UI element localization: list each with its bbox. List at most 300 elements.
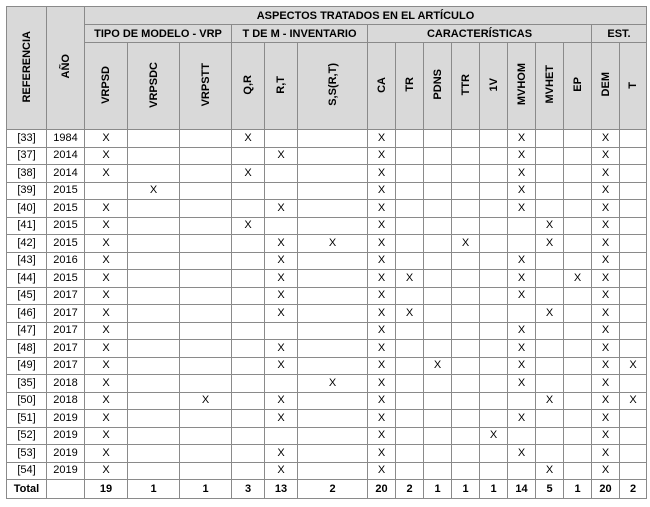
cell-mark: X <box>85 305 128 323</box>
cell-mark <box>128 392 180 410</box>
cell-mark <box>536 427 564 445</box>
table-row <box>7 235 647 253</box>
cell-mark <box>424 427 452 445</box>
cell-mark <box>180 235 232 253</box>
cell-mark <box>128 200 180 218</box>
cell-mark: X <box>452 235 480 253</box>
cell-mark <box>564 340 592 358</box>
cell-reference: [48] <box>7 340 47 358</box>
cell-mark <box>452 217 480 235</box>
cell-mark: X <box>85 147 128 165</box>
cell-mark: X <box>85 130 128 148</box>
cell-mark <box>536 200 564 218</box>
cell-mark: X <box>564 270 592 288</box>
cell-reference: [44] <box>7 270 47 288</box>
cell-mark <box>536 182 564 200</box>
cell-mark: X <box>508 322 536 340</box>
cell-mark <box>265 165 298 183</box>
cell-mark <box>620 147 647 165</box>
cell-mark: X <box>592 375 620 393</box>
cell-mark <box>180 165 232 183</box>
total-value: 1 <box>452 480 480 499</box>
cell-mark <box>424 340 452 358</box>
cell-mark <box>480 357 508 375</box>
cell-mark <box>180 375 232 393</box>
cell-mark: X <box>368 217 396 235</box>
cell-mark: X <box>298 375 368 393</box>
cell-mark: X <box>85 165 128 183</box>
cell-year: 2017 <box>47 305 85 323</box>
cell-mark <box>298 462 368 480</box>
cell-reference: [37] <box>7 147 47 165</box>
cell-mark <box>536 322 564 340</box>
cell-mark <box>452 392 480 410</box>
col-t: T <box>620 43 647 130</box>
cell-mark <box>396 130 424 148</box>
cell-reference: [49] <box>7 357 47 375</box>
cell-mark <box>452 375 480 393</box>
cell-mark <box>128 357 180 375</box>
cell-mark <box>232 427 265 445</box>
col-ttr: TTR <box>452 43 480 130</box>
cell-mark <box>452 252 480 270</box>
cell-mark <box>128 165 180 183</box>
cell-mark: X <box>265 357 298 375</box>
table-row <box>7 427 647 445</box>
cell-mark: X <box>298 235 368 253</box>
table-row <box>7 287 647 305</box>
cell-mark: X <box>508 410 536 428</box>
cell-mark <box>298 357 368 375</box>
cell-mark <box>232 287 265 305</box>
cell-mark <box>298 305 368 323</box>
cell-mark <box>480 392 508 410</box>
total-value: 2 <box>620 480 647 499</box>
cell-mark <box>424 287 452 305</box>
review-table <box>6 6 647 499</box>
cell-mark: X <box>592 340 620 358</box>
cell-mark <box>298 445 368 463</box>
total-value: 1 <box>128 480 180 499</box>
cell-mark <box>564 322 592 340</box>
cell-mark <box>396 392 424 410</box>
table-body <box>7 130 647 480</box>
cell-mark <box>396 445 424 463</box>
cell-year: 2017 <box>47 357 85 375</box>
cell-mark: X <box>368 462 396 480</box>
cell-mark <box>424 392 452 410</box>
cell-mark <box>180 322 232 340</box>
cell-mark <box>298 200 368 218</box>
total-value: 1 <box>564 480 592 499</box>
cell-year: 2018 <box>47 375 85 393</box>
cell-reference: [43] <box>7 252 47 270</box>
cell-mark <box>620 287 647 305</box>
cell-mark <box>298 287 368 305</box>
header-aspectos: ASPECTOS TRATADOS EN EL ARTÍCULO <box>85 7 647 25</box>
cell-mark <box>128 147 180 165</box>
cell-mark <box>536 340 564 358</box>
col-mvhet: MVHET <box>536 43 564 130</box>
cell-mark <box>508 235 536 253</box>
cell-mark <box>128 270 180 288</box>
cell-mark <box>620 305 647 323</box>
cell-mark: X <box>592 462 620 480</box>
cell-mark <box>424 217 452 235</box>
cell-mark <box>85 182 128 200</box>
cell-mark <box>396 147 424 165</box>
cell-mark <box>128 462 180 480</box>
table-row <box>7 252 647 270</box>
cell-mark: X <box>265 340 298 358</box>
cell-mark <box>424 165 452 183</box>
cell-mark: X <box>508 130 536 148</box>
cell-mark <box>232 235 265 253</box>
cell-mark <box>396 322 424 340</box>
table-row <box>7 462 647 480</box>
cell-mark <box>452 270 480 288</box>
table-row <box>7 165 647 183</box>
cell-mark: X <box>396 305 424 323</box>
cell-mark <box>536 147 564 165</box>
group-tipo-modelo: TIPO DE MODELO - VRP <box>85 25 232 43</box>
cell-mark <box>265 427 298 445</box>
cell-mark <box>298 322 368 340</box>
cell-reference: [39] <box>7 182 47 200</box>
cell-mark <box>452 182 480 200</box>
cell-mark: X <box>85 357 128 375</box>
cell-mark <box>396 252 424 270</box>
col-dem: DEM <box>592 43 620 130</box>
total-value: 19 <box>85 480 128 499</box>
cell-mark: X <box>508 357 536 375</box>
cell-mark <box>265 182 298 200</box>
cell-mark <box>396 235 424 253</box>
cell-mark <box>180 252 232 270</box>
cell-mark <box>536 445 564 463</box>
cell-mark: X <box>368 200 396 218</box>
table-row <box>7 340 647 358</box>
cell-mark <box>180 217 232 235</box>
cell-mark <box>620 410 647 428</box>
cell-mark <box>452 305 480 323</box>
cell-year: 2016 <box>47 252 85 270</box>
cell-mark <box>536 252 564 270</box>
cell-mark <box>232 270 265 288</box>
cell-mark: X <box>592 305 620 323</box>
cell-mark: X <box>368 305 396 323</box>
col-vrpstt: VRPSTT <box>180 43 232 130</box>
cell-year: 2014 <box>47 147 85 165</box>
col-1v: 1V <box>480 43 508 130</box>
cell-mark <box>620 462 647 480</box>
cell-mark <box>620 427 647 445</box>
cell-mark <box>396 357 424 375</box>
cell-mark <box>424 462 452 480</box>
table-row <box>7 445 647 463</box>
group-caracteristicas: CARACTERÍSTICAS <box>368 25 592 43</box>
cell-mark <box>298 130 368 148</box>
cell-mark: X <box>85 287 128 305</box>
cell-mark: X <box>85 322 128 340</box>
cell-mark <box>564 147 592 165</box>
cell-mark: X <box>508 270 536 288</box>
cell-mark <box>564 217 592 235</box>
cell-mark: X <box>265 270 298 288</box>
cell-reference: [38] <box>7 165 47 183</box>
cell-mark <box>508 305 536 323</box>
cell-mark <box>564 375 592 393</box>
header-referencia: REFERENCIA <box>7 7 47 130</box>
cell-mark <box>508 392 536 410</box>
total-value: 13 <box>265 480 298 499</box>
cell-mark: X <box>265 392 298 410</box>
cell-mark <box>536 130 564 148</box>
cell-mark: X <box>424 357 452 375</box>
cell-year: 2017 <box>47 322 85 340</box>
cell-mark <box>265 130 298 148</box>
cell-mark: X <box>592 410 620 428</box>
cell-mark <box>564 235 592 253</box>
cell-mark <box>128 375 180 393</box>
cell-mark: X <box>508 165 536 183</box>
cell-mark <box>480 182 508 200</box>
cell-mark <box>424 182 452 200</box>
cell-mark: X <box>508 252 536 270</box>
cell-mark: X <box>592 445 620 463</box>
cell-mark: X <box>368 130 396 148</box>
cell-mark <box>232 147 265 165</box>
cell-mark <box>480 270 508 288</box>
cell-mark: X <box>592 287 620 305</box>
total-row <box>7 480 647 499</box>
cell-mark <box>536 410 564 428</box>
cell-mark <box>265 375 298 393</box>
cell-mark <box>298 252 368 270</box>
table-row <box>7 410 647 428</box>
cell-mark <box>480 340 508 358</box>
cell-mark <box>620 200 647 218</box>
cell-mark: X <box>480 427 508 445</box>
cell-mark: X <box>368 322 396 340</box>
cell-mark <box>564 427 592 445</box>
cell-mark <box>564 165 592 183</box>
cell-mark: X <box>368 252 396 270</box>
cell-mark: X <box>85 445 128 463</box>
cell-mark <box>128 287 180 305</box>
cell-mark <box>620 235 647 253</box>
cell-mark <box>620 445 647 463</box>
cell-mark <box>265 217 298 235</box>
cell-mark <box>298 217 368 235</box>
cell-mark <box>620 217 647 235</box>
cell-mark <box>396 287 424 305</box>
cell-mark <box>396 182 424 200</box>
cell-year: 2019 <box>47 445 85 463</box>
cell-mark <box>480 147 508 165</box>
cell-mark: X <box>85 270 128 288</box>
cell-mark: X <box>368 445 396 463</box>
cell-mark <box>232 392 265 410</box>
table-row <box>7 200 647 218</box>
col-vrpsd: VRPSD <box>85 43 128 130</box>
cell-mark: X <box>592 200 620 218</box>
cell-mark: X <box>592 235 620 253</box>
cell-mark <box>396 462 424 480</box>
col-ssrt: S,S(R,T) <box>298 43 368 130</box>
cell-mark <box>536 287 564 305</box>
cell-mark <box>232 357 265 375</box>
total-value: 20 <box>368 480 396 499</box>
cell-mark <box>232 182 265 200</box>
table-row <box>7 357 647 375</box>
cell-mark <box>424 252 452 270</box>
cell-mark: X <box>232 165 265 183</box>
cell-mark <box>564 462 592 480</box>
cell-mark <box>452 427 480 445</box>
cell-mark: X <box>368 375 396 393</box>
cell-year: 2017 <box>47 340 85 358</box>
group-est: EST. <box>592 25 647 43</box>
col-ep: EP <box>564 43 592 130</box>
cell-mark: X <box>536 392 564 410</box>
cell-mark: X <box>180 392 232 410</box>
cell-mark: X <box>368 357 396 375</box>
cell-mark: X <box>368 287 396 305</box>
cell-mark <box>232 410 265 428</box>
cell-mark <box>424 322 452 340</box>
cell-mark: X <box>508 375 536 393</box>
cell-mark <box>298 410 368 428</box>
cell-mark: X <box>620 357 647 375</box>
cell-year: 2019 <box>47 462 85 480</box>
cell-mark <box>128 130 180 148</box>
cell-mark <box>298 165 368 183</box>
col-pdns: PDNS <box>424 43 452 130</box>
cell-mark <box>564 200 592 218</box>
col-mvhom: MVHOM <box>508 43 536 130</box>
cell-mark <box>232 340 265 358</box>
cell-mark <box>424 270 452 288</box>
cell-mark <box>232 375 265 393</box>
cell-mark <box>265 322 298 340</box>
cell-mark <box>480 165 508 183</box>
cell-mark <box>180 462 232 480</box>
cell-mark <box>564 392 592 410</box>
cell-mark <box>620 322 647 340</box>
cell-mark <box>564 410 592 428</box>
cell-mark: X <box>265 305 298 323</box>
col-vrpsdc: VRPSDC <box>128 43 180 130</box>
cell-mark <box>424 235 452 253</box>
cell-mark: X <box>592 357 620 375</box>
cell-mark <box>128 235 180 253</box>
cell-mark: X <box>508 445 536 463</box>
cell-mark: X <box>265 410 298 428</box>
cell-mark <box>536 165 564 183</box>
cell-mark <box>452 322 480 340</box>
cell-year: 2015 <box>47 235 85 253</box>
cell-mark: X <box>232 217 265 235</box>
cell-mark <box>424 200 452 218</box>
cell-mark: X <box>232 130 265 148</box>
cell-mark <box>480 252 508 270</box>
cell-mark <box>480 235 508 253</box>
cell-mark <box>508 217 536 235</box>
cell-mark <box>564 182 592 200</box>
cell-mark: X <box>592 427 620 445</box>
table-row <box>7 392 647 410</box>
cell-mark: X <box>85 340 128 358</box>
cell-mark: X <box>592 392 620 410</box>
cell-mark: X <box>536 217 564 235</box>
table-row <box>7 217 647 235</box>
cell-year: 2015 <box>47 270 85 288</box>
cell-mark <box>180 200 232 218</box>
cell-mark <box>128 252 180 270</box>
cell-mark <box>424 375 452 393</box>
total-value: 2 <box>298 480 368 499</box>
cell-mark: X <box>85 427 128 445</box>
cell-mark <box>480 200 508 218</box>
cell-reference: [42] <box>7 235 47 253</box>
cell-mark: X <box>265 252 298 270</box>
cell-mark: X <box>368 235 396 253</box>
cell-mark: X <box>368 182 396 200</box>
cell-mark: X <box>85 375 128 393</box>
cell-mark <box>180 305 232 323</box>
cell-mark <box>480 322 508 340</box>
cell-reference: [41] <box>7 217 47 235</box>
total-label: Total <box>7 480 47 499</box>
cell-mark <box>396 427 424 445</box>
cell-mark <box>396 200 424 218</box>
cell-mark: X <box>368 392 396 410</box>
header-anio: AÑO <box>47 7 85 130</box>
col-tr: TR <box>396 43 424 130</box>
cell-mark <box>452 410 480 428</box>
table-row <box>7 375 647 393</box>
cell-mark <box>452 147 480 165</box>
cell-reference: [46] <box>7 305 47 323</box>
cell-reference: [45] <box>7 287 47 305</box>
cell-mark <box>564 445 592 463</box>
cell-reference: [54] <box>7 462 47 480</box>
total-value: 5 <box>536 480 564 499</box>
cell-year: 2015 <box>47 217 85 235</box>
cell-mark <box>480 305 508 323</box>
total-value: 20 <box>592 480 620 499</box>
cell-mark <box>452 287 480 305</box>
cell-mark <box>564 130 592 148</box>
cell-mark <box>232 305 265 323</box>
cell-mark: X <box>85 217 128 235</box>
cell-year: 2019 <box>47 410 85 428</box>
cell-reference: [53] <box>7 445 47 463</box>
cell-mark <box>232 252 265 270</box>
cell-year: 1984 <box>47 130 85 148</box>
cell-mark <box>180 357 232 375</box>
table-row <box>7 305 647 323</box>
cell-mark <box>180 427 232 445</box>
total-value: 1 <box>480 480 508 499</box>
cell-mark <box>128 427 180 445</box>
cell-mark: X <box>368 147 396 165</box>
cell-mark <box>508 427 536 445</box>
cell-reference: [33] <box>7 130 47 148</box>
cell-mark <box>564 357 592 375</box>
cell-mark: X <box>508 287 536 305</box>
